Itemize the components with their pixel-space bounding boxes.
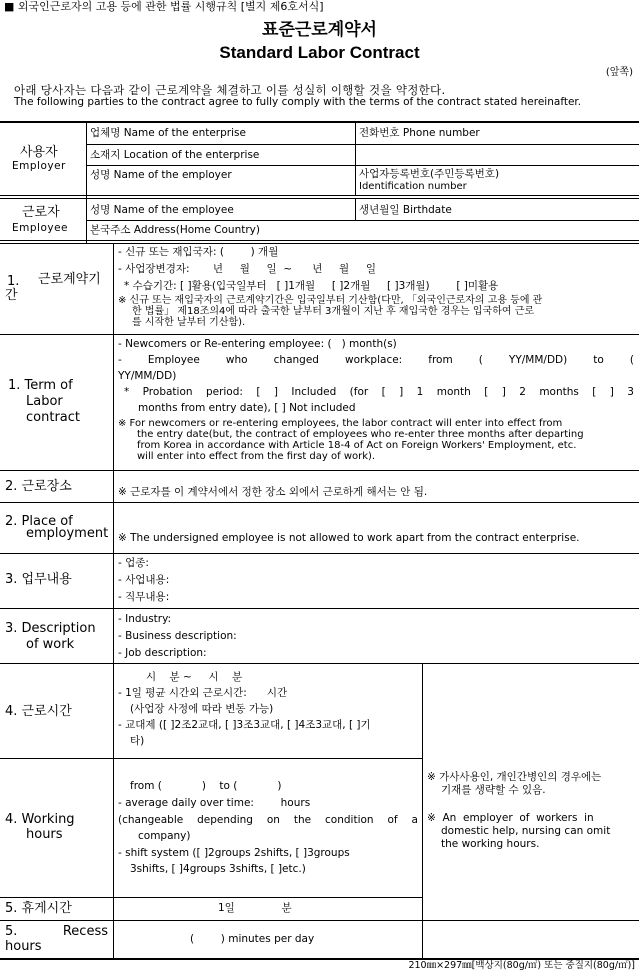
- section3-en-label-b: of work: [26, 637, 75, 652]
- section2-en-text: ※ The undersigned employee is not allowed to work apart from the contract enterprise.: [118, 532, 580, 544]
- page-side: (앞쪽): [605, 67, 633, 78]
- section4-kr-line1: 시 분 ~ 시 분: [146, 671, 243, 683]
- section2-kr-text: ※ 근로자를 이 계약서에서 정한 장소 외에서 근로하게 해서는 안 됨.: [118, 486, 428, 498]
- col-line: [86, 121, 87, 243]
- section1-en-line9: will enter into effect from the first day of work).: [137, 451, 376, 462]
- section4-en-label-b: hours: [26, 827, 63, 842]
- section1-en-line8: from Korea in accordance with Article 18-4 of Act on Foreign Workers' Employment, etc.: [137, 440, 577, 451]
- section3-kr-label: 3. 업무내용: [5, 572, 72, 587]
- row-line: [86, 220, 639, 221]
- side-note-en-2: domestic help, nursing can omit: [441, 825, 611, 837]
- section4-kr-line2: - 1일 평균 시간외 근로시간: 시간: [118, 687, 288, 699]
- employer-label-en: Employer: [12, 160, 66, 172]
- section1-kr-line4: ※ 신규 또는 재입국자의 근로계약기간은 입국일부터 기산함(다만, 「외국인근로자의 고용 등에 관: [118, 295, 543, 306]
- intro-english: The following parties to the contract agree to fully comply with the terms of the contract stated hereinafter.: [14, 96, 582, 108]
- section1-en-line5: months from entry date), [ ] Not included: [138, 402, 356, 414]
- section4-en-line4: company): [138, 830, 191, 842]
- section1-en-line6: ※ For newcomers or re-entering employees, the labor contract will enter into effect from: [118, 418, 563, 429]
- section1-en-label-a: 1. Term of: [8, 378, 73, 393]
- enterprise-name-field[interactable]: 업체명 Name of the enterprise: [90, 127, 246, 139]
- section4-kr-label: 4. 근로시간: [5, 704, 72, 719]
- section4-en-line5: - shift system ([ ]2groups 2shifts, [ ]3groups: [118, 847, 350, 859]
- section1-kr-label-b: 근로계약기: [38, 272, 101, 287]
- phone-number-field[interactable]: 전화번호 Phone number: [359, 127, 480, 139]
- side-note-en-1: ※ An employer of workers in: [427, 812, 594, 824]
- paper-spec-footer: 210㎜×297㎜[백상지(80g/㎡) 또는 중질지(80g/㎡)]: [408, 960, 635, 971]
- row-line: [0, 240, 639, 241]
- row-line: [0, 502, 639, 503]
- section1-kr-line1: - 신규 또는 재입국자: ( ) 개월: [118, 246, 279, 258]
- section4-en-line1: from ( ) to ( ): [130, 780, 282, 792]
- section1-kr-line2: - 사업장변경자: 년 월 일 ~ 년 월 일: [118, 263, 376, 275]
- employee-label-kr: 근로자: [22, 205, 60, 220]
- row-line: [0, 663, 639, 664]
- col-line: [422, 663, 423, 959]
- section1-en-label-c: contract: [26, 410, 80, 425]
- section3-en-line3: - Job description:: [118, 647, 207, 659]
- section2-en-label-b: employment: [26, 526, 109, 541]
- row-line: [0, 758, 422, 759]
- employer-label-kr: 사용자: [20, 145, 58, 160]
- section4-en-line3: (changeable depending on the condition of a: [118, 814, 418, 826]
- section1-en-line1: - Newcomers or Re-entering employee: ( ) month(s): [118, 338, 397, 350]
- section1-en-line3: YY/MM/DD): [118, 370, 177, 382]
- col-line: [355, 198, 356, 220]
- section3-en-line2: - Business description:: [118, 630, 237, 642]
- section1-kr-line6: 를 시작한 날부터 기산함).: [132, 317, 246, 328]
- employer-id-label-kr[interactable]: 사업자등록번호(주민등록번호): [359, 168, 500, 180]
- table-top-border: [0, 121, 639, 123]
- section1-kr-label-c: 간: [5, 288, 18, 303]
- title-english: Standard Labor Contract: [219, 43, 420, 62]
- row-line: [0, 334, 639, 335]
- section3-kr-line2: - 사업내용:: [118, 574, 170, 586]
- section1-kr-line3: * 수습기간: [ ]활용(입국일부터 [ ]1개월 [ ]2개월 [ ]3개월) [ ]미활용: [124, 280, 499, 292]
- law-reference: ■ 외국인근로자의 고용 등에 관한 법률 시행규칙 [별지 제6호서식]: [4, 0, 324, 13]
- section4-kr-line4: - 교대제 ([ ]2조2교대, [ ]3조3교대, [ ]4조3교대, [ ]기: [118, 719, 371, 731]
- col-line: [113, 243, 114, 959]
- section4-en-line2: - average daily over time: hours: [118, 797, 311, 809]
- home-address-field[interactable]: 본국주소 Address(Home Country): [90, 224, 260, 236]
- birthdate-field[interactable]: 생년월일 Birthdate: [359, 204, 452, 216]
- row-line: [0, 608, 639, 609]
- section4-en-line6: 3shifts, [ ]4groups 3shifts, [ ]etc.): [130, 863, 306, 875]
- row-line: [0, 195, 639, 196]
- section1-kr-line5: 한 법률」 제18조의4에 따라 출국한 날부터 3개월이 지난 후 재입국한 경우는 입국하여 근로: [132, 306, 535, 317]
- col-line: [355, 121, 356, 195]
- section5-en-text: ( ) minutes per day: [190, 933, 315, 945]
- section4-en-label-a: 4. Working: [5, 812, 75, 827]
- section4-kr-line5: 타): [130, 735, 145, 747]
- section5-kr-label: 5. 휴게시간: [5, 901, 72, 916]
- section3-en-label-a: 3. Description: [5, 621, 96, 636]
- side-note-kr-2: 기재를 생략할 수 있음.: [441, 784, 546, 796]
- row-line: [0, 243, 639, 244]
- employer-id-label-en: Identification number: [359, 181, 467, 192]
- section3-kr-line3: - 직무내용:: [118, 591, 170, 603]
- section1-kr-label-a: 1.: [7, 274, 20, 289]
- section4-kr-line3: (사업장 사정에 따라 변동 가능): [130, 703, 274, 715]
- intro-korean: 아래 당사자는 다음과 같이 근로계약을 체결하고 이를 성실히 이행할 것을 약정한다.: [14, 83, 446, 97]
- row-line: [86, 144, 639, 145]
- row-line: [0, 470, 639, 471]
- row-line: [0, 553, 639, 554]
- section1-en-line7: the entry date(but, the contract of employees who re-enter three months after departing: [137, 429, 584, 440]
- section2-en-label-a: 2. Place of: [5, 514, 73, 529]
- section3-kr-line1: - 업종:: [118, 557, 149, 569]
- side-note-en-3: the working hours.: [441, 838, 540, 850]
- employee-name-field[interactable]: 성명 Name of the employee: [90, 204, 234, 216]
- section5-kr-text: 1일 분: [218, 902, 292, 914]
- row-line: [0, 920, 639, 921]
- section1-en-line4: * Probation period: [ ] Included (for [ ] 1 month [ ] 2 months [ ] 3: [124, 386, 634, 398]
- employer-name-field[interactable]: 성명 Name of the employer: [90, 169, 232, 181]
- enterprise-location-field[interactable]: 소재지 Location of the enterprise: [90, 149, 260, 161]
- title-korean: 표준근로계약서: [262, 20, 377, 40]
- section5-en-label-b: hours: [5, 939, 42, 954]
- row-line: [0, 198, 639, 199]
- side-note-kr-1: ※ 가사사용인, 개인간병인의 경우에는: [427, 771, 602, 783]
- section2-kr-label: 2. 근로장소: [5, 479, 72, 494]
- section5-en-label-a: 5. Recess: [5, 924, 108, 939]
- section1-en-line2: - Employee who changed workplace: from ( YY/MM/DD) to (: [118, 354, 634, 366]
- row-line: [86, 165, 639, 166]
- row-line: [0, 897, 422, 898]
- employee-label-en: Employee: [12, 222, 69, 234]
- section3-en-line1: - Industry:: [118, 613, 172, 625]
- section1-en-label-b: Labor: [26, 394, 63, 409]
